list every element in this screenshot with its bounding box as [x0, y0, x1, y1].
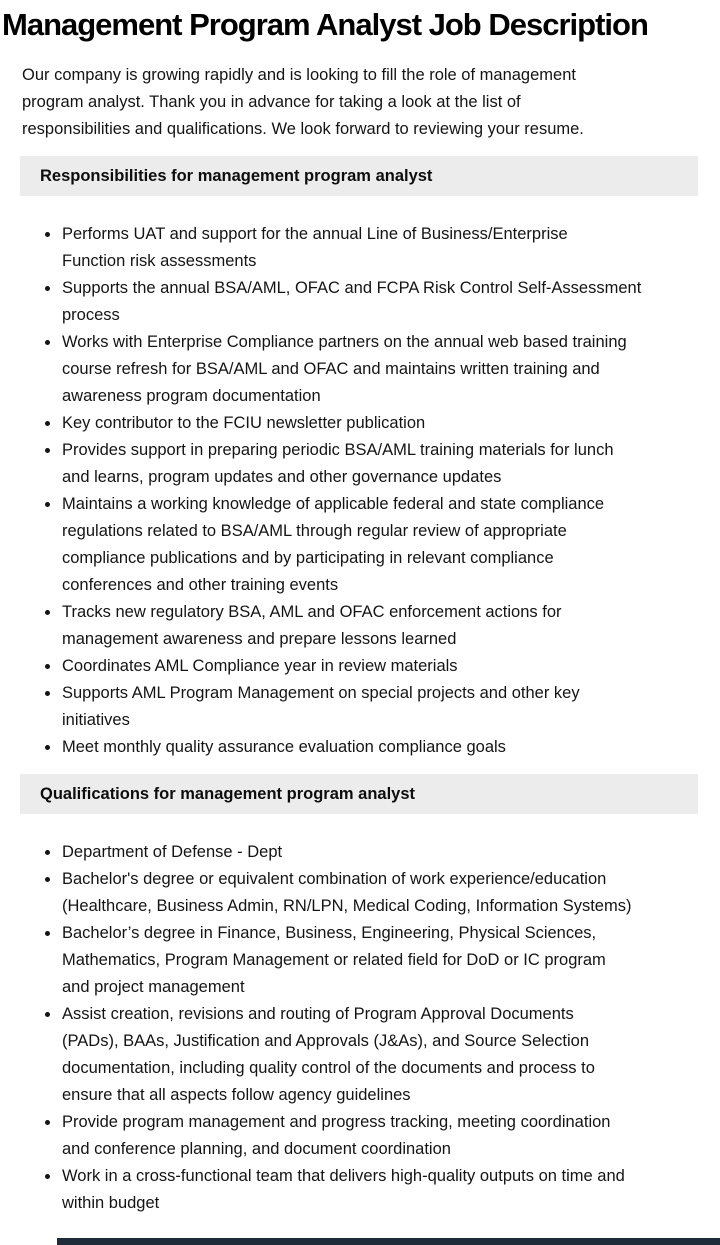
bullet-line: Assist creation, revisions and routing of Program Approval Documents [62, 1005, 574, 1023]
section-header-responsibilities: Responsibilities for management program analyst [20, 156, 698, 196]
bullet-icon [45, 610, 50, 615]
bullet-line: (Healthcare, Business Admin, RN/LPN, Medical Coding, Information Systems) [62, 897, 632, 915]
bullet-line: (PADs), BAAs, Justification and Approvals (J&As), and Source Selection [62, 1032, 590, 1050]
intro-line: responsibilities and qualifications. We look forward to reviewing your resume. [22, 120, 584, 138]
bullet-line: process [62, 306, 120, 324]
bullet-line: Meet monthly quality assurance evaluation compliance goals [62, 738, 506, 756]
list-item [62, 920, 710, 1001]
list-item [62, 599, 710, 653]
list-item [62, 1001, 710, 1109]
bullet-line: Supports the annual BSA/AML, OFAC and FCPA Risk Control Self-Assessment [62, 279, 642, 297]
bullet-icon [45, 664, 50, 669]
bullet-line: management awareness and prepare lessons learned [62, 630, 457, 648]
list-item [62, 866, 710, 920]
list-item [62, 437, 710, 491]
bullet-line: Bachelor’s degree in Finance, Business, Engineering, Physical Sciences, [62, 924, 597, 942]
list-item [62, 653, 710, 680]
sections-container [0, 156, 720, 1217]
responsibilities-list [0, 221, 720, 761]
intro-line: program analyst. Thank you in advance for taking a look at the list of [22, 93, 521, 111]
bullet-line: and conference planning, and document coordination [62, 1140, 451, 1158]
list-item [62, 410, 710, 437]
bullet-line: Function risk assessments [62, 252, 257, 270]
list-item [62, 680, 710, 734]
bullet-line: Mathematics, Program Management or related field for DoD or IC program [62, 951, 606, 969]
list-item [62, 329, 710, 410]
footer-bar [57, 1238, 720, 1245]
bullet-line: Provides support in preparing periodic BSA/AML training materials for lunch [62, 441, 614, 459]
bullet-icon [45, 931, 50, 936]
list-item [62, 221, 710, 275]
bullet-line: Tracks new regulatory BSA, AML and OFAC enforcement actions for [62, 603, 562, 621]
bullet-icon [45, 421, 50, 426]
list-item [62, 275, 710, 329]
intro-paragraph [22, 62, 700, 143]
qualifications-list [0, 839, 720, 1217]
bullet-line: course refresh for BSA/AML and OFAC and maintains written training and [62, 360, 600, 378]
bullet-line: Provide program management and progress tracking, meeting coordination [62, 1113, 611, 1131]
bullet-icon [45, 850, 50, 855]
bullet-line: Department of Defense - Dept [62, 843, 283, 861]
list-item [62, 839, 710, 866]
bullet-line: within budget [62, 1194, 160, 1212]
bullet-icon [45, 286, 50, 291]
bullet-line: and learns, program updates and other governance updates [62, 468, 502, 486]
bullet-icon [45, 232, 50, 237]
bullet-icon [45, 448, 50, 453]
bullet-line: initiatives [62, 711, 130, 729]
bullet-line: Performs UAT and support for the annual Line of Business/Enterprise [62, 225, 568, 243]
bullet-line: Maintains a working knowledge of applicable federal and state compliance [62, 495, 605, 513]
bullet-line: Bachelor's degree or equivalent combination of work experience/education [62, 870, 607, 888]
bullet-icon [45, 1174, 50, 1179]
bullet-icon [45, 877, 50, 882]
bullet-icon [45, 1120, 50, 1125]
bullet-line: ensure that all aspects follow agency guidelines [62, 1086, 411, 1104]
bullet-icon [45, 745, 50, 750]
bullet-line: regulations related to BSA/AML through regular review of appropriate [62, 522, 567, 540]
list-item [62, 734, 710, 761]
list-item [62, 1163, 710, 1217]
bullet-line: conferences and other training events [62, 576, 339, 594]
bullet-line: Coordinates AML Compliance year in review materials [62, 657, 458, 675]
bullet-line: awareness program documentation [62, 387, 321, 405]
intro-line: Our company is growing rapidly and is looking to fill the role of management [22, 66, 576, 84]
bullet-line: compliance publications and by participating in relevant compliance [62, 549, 554, 567]
page-title: Management Program Analyst Job Description [2, 7, 648, 42]
list-item [62, 491, 710, 599]
bullet-icon [45, 502, 50, 507]
bullet-line: Supports AML Program Management on special projects and other key [62, 684, 580, 702]
list-item [62, 1109, 710, 1163]
bullet-line: Key contributor to the FCIU newsletter publication [62, 414, 426, 432]
bullet-icon [45, 1012, 50, 1017]
bullet-icon [45, 340, 50, 345]
section-header-qualifications: Qualifications for management program analyst [20, 774, 698, 814]
bullet-line: Work in a cross-functional team that delivers high-quality outputs on time and [62, 1167, 625, 1185]
bullet-line: and project management [62, 978, 245, 996]
bullet-line: documentation, including quality control of the documents and process to [62, 1059, 595, 1077]
bullet-line: Works with Enterprise Compliance partners on the annual web based training [62, 333, 627, 351]
bullet-icon [45, 691, 50, 696]
